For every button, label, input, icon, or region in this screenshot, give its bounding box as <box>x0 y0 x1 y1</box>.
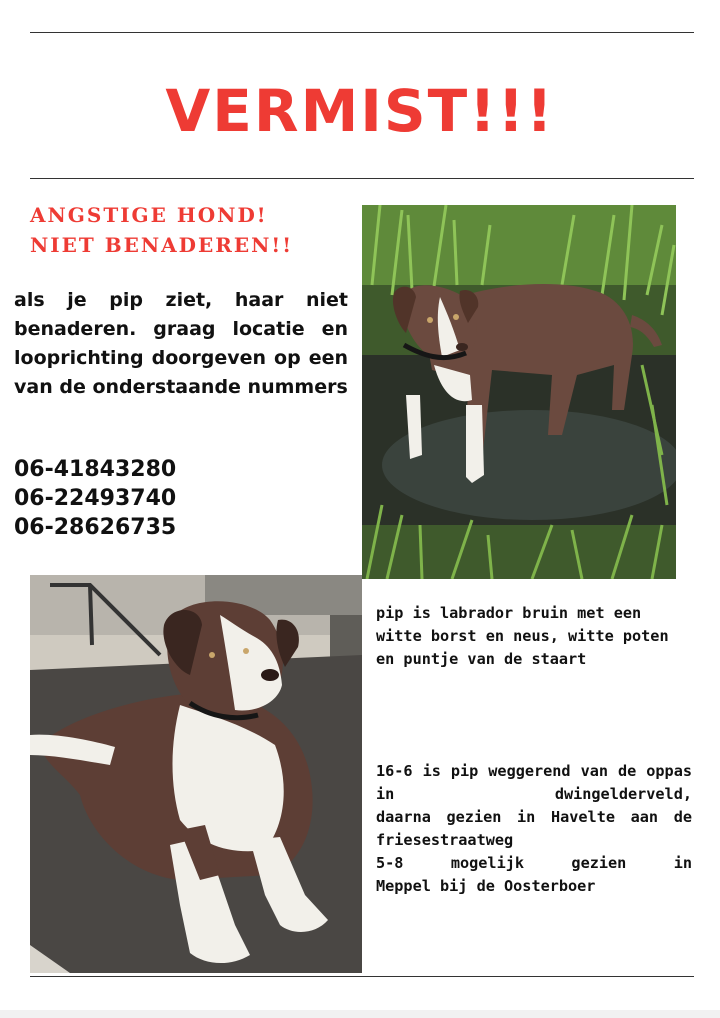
bottom-divider <box>30 976 694 977</box>
title-divider <box>30 178 694 179</box>
warning-text <box>30 200 350 260</box>
poster-title: VERMIST!!! <box>165 77 555 145</box>
phone-number-2: 06-22493740 <box>14 486 177 511</box>
history-line-3: 5-8 mogelijk gezien in <box>376 854 692 872</box>
history-line-1: 16-6 is pip weggerend van de oppas in dwingelderveld, <box>376 762 692 803</box>
dog-lying-on-rug-photo <box>30 575 362 973</box>
history-line-2: daarna gezien in Havelte aan de friesestraatweg <box>376 808 692 849</box>
phone-number-1: 06-41843280 <box>14 457 177 482</box>
dog-description: pip is labrador bruin met een witte borst en neus, witte poten en puntje van de staart <box>376 604 669 668</box>
phone-number-3: 06-28626735 <box>14 515 177 540</box>
dog-standing-in-water-photo <box>362 205 676 579</box>
instructions-text: als je pip ziet, haar niet benaderen. graag locatie en looprichting doorgeven op een van de onderstaande nummers <box>14 289 348 398</box>
dog-history <box>376 760 692 898</box>
top-divider <box>30 32 694 33</box>
warning-line-2: NIET BENADEREN!! <box>30 233 293 257</box>
history-line-4: Meppel bij de Oosterboer <box>376 877 596 895</box>
warning-line-1: ANGSTIGE HOND! <box>30 203 268 227</box>
phone-list <box>14 455 334 542</box>
